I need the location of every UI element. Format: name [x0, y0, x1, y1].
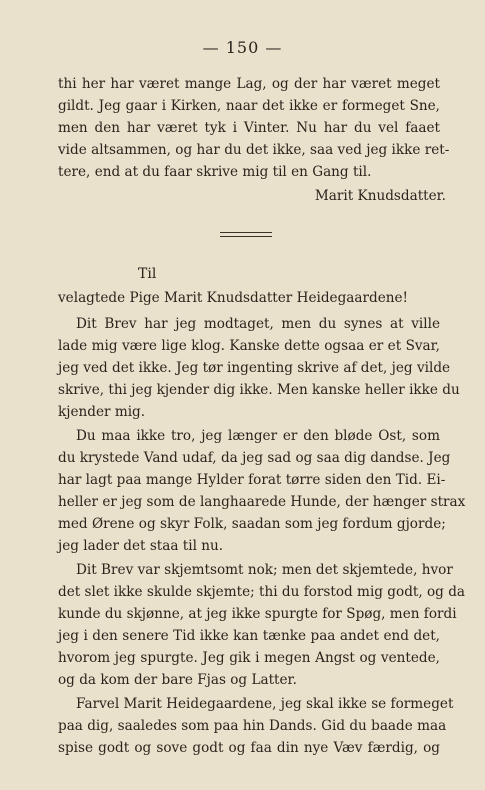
text-line: vide altsammen, og har du det ikke, saa ved jeg ikke ret-	[58, 142, 450, 158]
text-line: kjender mig.	[58, 404, 146, 420]
text-line: Farvel Marit Heidegaardene, jeg skal ikke se formeget	[76, 696, 454, 712]
text-line: skrive, thi jeg kjender dig ikke. Men kanske heller ikke du	[58, 382, 460, 398]
section-divider	[220, 232, 272, 237]
text-line: Dit Brev har jeg modtaget, men du synes at ville	[76, 316, 440, 332]
salutation-name: velagtede Pige Marit Knudsdatter Heidegaardene!	[58, 290, 409, 306]
text-line: og da kom der bare Fjas og Latter.	[58, 672, 297, 688]
salutation-til: Til	[138, 266, 157, 282]
signature: Marit Knudsdatter.	[314, 188, 446, 204]
text-line: kunde du skjønne, at jeg ikke spurgte for Spøg, men fordi	[58, 606, 457, 622]
text-line: tere, end at du faar skrive mig til en Gang til.	[58, 164, 372, 180]
text-line: det slet ikke skulde skjemte; thi du forstod mig godt, og da	[58, 584, 466, 600]
text-line: men den har været tyk i Vinter. Nu har du vel faaet	[58, 120, 440, 136]
text-line: spise godt og sove godt og faa din nye Væv færdig, og	[58, 740, 440, 756]
text-line: jeg lader det staa til nu.	[58, 538, 224, 554]
text-line: thi her har været mange Lag, og der har været meget	[58, 76, 440, 92]
text-line: jeg i den senere Tid ikke kan tænke paa andet end det,	[58, 628, 440, 644]
text-line: paa dig, saaledes som paa hin Dands. Gid du baade maa	[58, 718, 447, 734]
text-line: gildt. Jeg gaar i Kirken, naar det ikke er formeget Sne,	[58, 98, 440, 114]
text-line: jeg ved det ikke. Jeg tør ingenting skrive af det, jeg vilde	[58, 360, 451, 376]
page-number: — 150 —	[202, 38, 283, 57]
text-line: du krystede Vand udaf, da jeg sad og saa dig dandse. Jeg	[58, 450, 451, 466]
text-line: Du maa ikke tro, jeg længer er den bløde Ost, som	[76, 428, 440, 444]
text-line: Dit Brev var skjemtsomt nok; men det skjemtede, hvor	[76, 562, 453, 578]
text-line: lade mig være lige klog. Kanske dette ogsaa er et Svar,	[58, 338, 440, 354]
text-line: med Ørene og skyr Folk, saadan som jeg fordum gjorde;	[58, 516, 446, 532]
text-line: har lagt paa mange Hylder forat tørre siden den Tid. Ei-	[58, 472, 446, 488]
text-line: hvorom jeg spurgte. Jeg gik i megen Angst og ventede,	[58, 650, 440, 666]
text-line: heller er jeg som de langhaarede Hunde, der hænger strax	[58, 494, 466, 510]
